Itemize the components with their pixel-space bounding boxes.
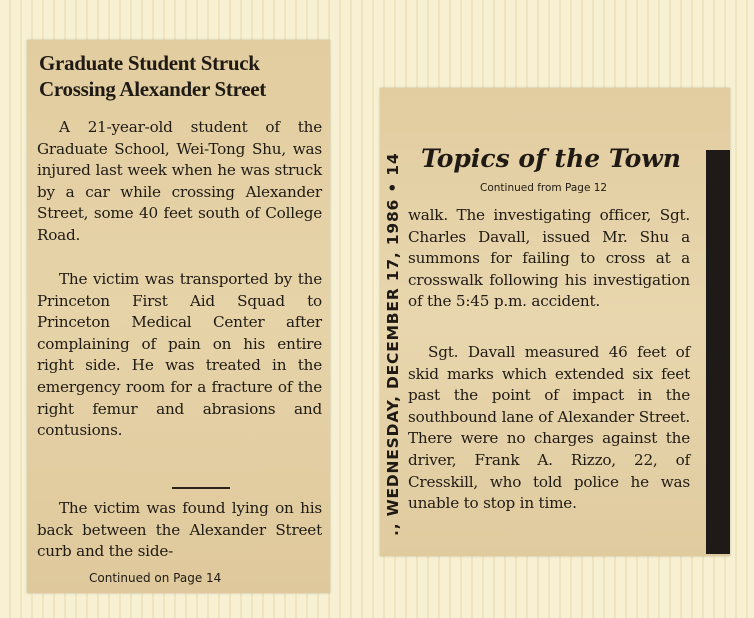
- dark-column-edge: [706, 150, 730, 554]
- right-headline: Topics of the Town: [421, 144, 681, 173]
- left-paragraph-3: The victim was found lying on his back between the Alexander Street curb and the side-: [37, 499, 322, 561]
- right-paragraph-2: Sgt. Davall measured 46 feet of skid marks which extended six feet past the point of impact in the southbound lane of Alexander Street. There were no charges against the driver, Frank A. Rizzo, 22, of Cresskill, who told police he was unable to stop in time.: [408, 343, 690, 513]
- continued-on-note: Continued on Page 14: [89, 571, 222, 585]
- left-headline: Graduate Student Struck Crossing Alexander Street: [39, 51, 266, 101]
- date-strip: ., WEDNESDAY, DECEMBER 17, 1986 • 14: [384, 152, 402, 536]
- section-divider: [172, 487, 230, 489]
- left-paragraph-1: A 21-year-old student of the Graduate School, Wei-Tong Shu, was injured last week when he was struck by a car while crossing Alexander Street, some 40 feet south of College Road.: [37, 118, 322, 244]
- right-paragraph-1: walk. The investigating officer, Sgt. Charles Davall, issued Mr. Shu a summons for failing to cross at a crosswalk following his investigation of the 5:45 p.m. accident.: [408, 206, 690, 311]
- continued-from-note: Continued from Page 12: [480, 182, 608, 194]
- left-paragraph-2: The victim was transported by the Princeton First Aid Squad to Princeton Medical Center after complaining of pain on his entire right side. He was treated in the emergency room for a fracture of the right femur and abrasions and contusions.: [37, 270, 322, 440]
- right-newspaper-clipping: [380, 88, 730, 556]
- left-newspaper-clipping: [27, 40, 330, 593]
